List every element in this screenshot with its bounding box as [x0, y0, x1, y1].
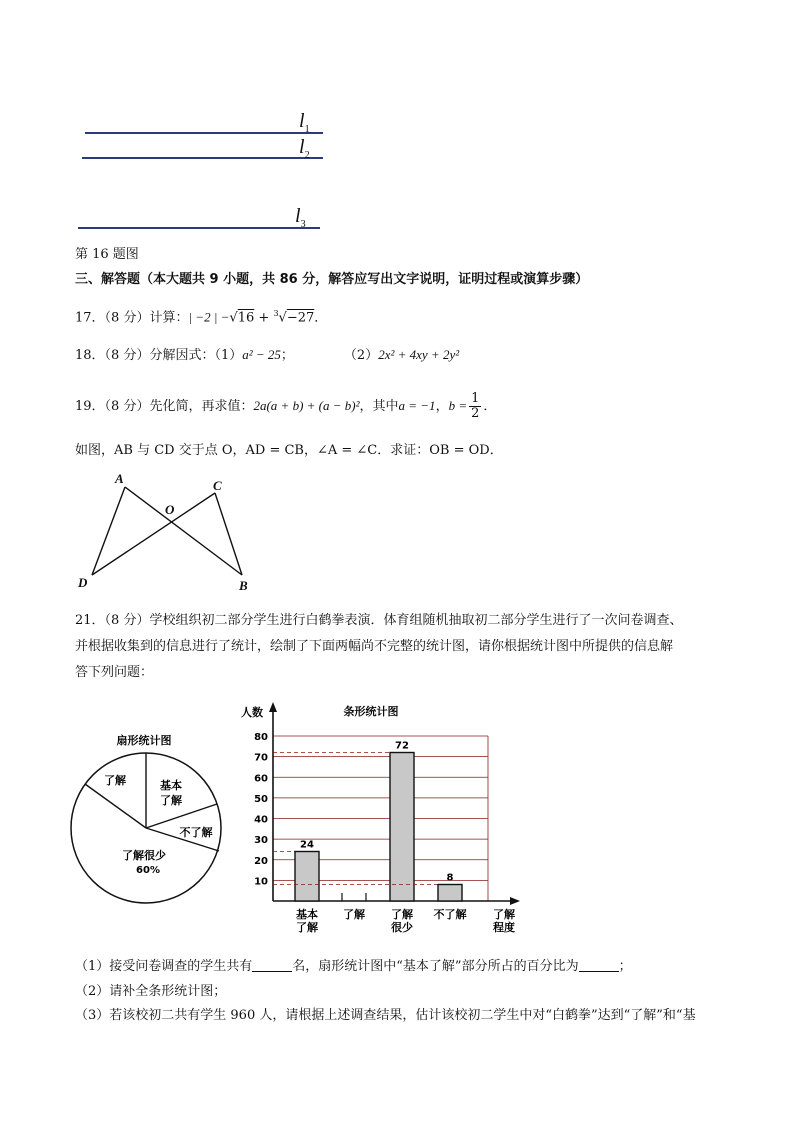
- x-tick-label: 了解: [343, 908, 365, 921]
- bar: [295, 852, 319, 902]
- question-21-part-3: （3）若该校初二共有学生 960 人，请根据上述调查结果，估计该校初二学生中对“白鹤拳”达到“了解”和“基: [75, 1008, 696, 1023]
- chart-title: 条形统计图: [343, 705, 399, 718]
- segment-CD: [92, 493, 215, 575]
- y-tick-label: 80: [254, 732, 268, 743]
- y-tick-label: 50: [254, 793, 268, 805]
- pie-chart: [68, 728, 228, 928]
- x-tick-label: 了解: [391, 908, 413, 921]
- segment-AD: [92, 487, 125, 575]
- point-label-A: A: [115, 471, 124, 486]
- answer-blank-percent[interactable]: [579, 959, 619, 972]
- label-l3: $l_3$: [295, 205, 306, 230]
- question-21: [75, 608, 725, 686]
- answer-blank-total[interactable]: [252, 959, 292, 972]
- bar-value-label: 72: [395, 740, 409, 752]
- x-tick-label: 了解: [296, 921, 318, 934]
- bar-chart: [228, 696, 538, 944]
- pie-label-jiben-2: 了解: [160, 794, 182, 807]
- pie-label-jiben-1: 基本: [160, 779, 182, 792]
- segment-CB: [215, 493, 242, 575]
- y-axis-title: 人数: [241, 706, 263, 719]
- y-axis-arrow: [269, 702, 277, 712]
- y-tick-label: 20: [254, 855, 268, 867]
- question-20: 如图，AB 与 CD 交于点 O，AD = CB，∠A = ∠C．求证：OB = OD．: [75, 443, 503, 458]
- point-label-C: C: [213, 478, 222, 493]
- question-18: 18．（8 分）分解因式：（1）a² − 25； （2）2x² + 4xy + 2y²: [75, 347, 460, 363]
- point-label-B: B: [239, 578, 248, 593]
- x-axis-title: 程度: [493, 921, 515, 934]
- section-title: 三、解答题（本大题共 9 小题，共 86 分，解答应写出文字说明，证明过程或演算步骤）: [75, 272, 589, 287]
- pie-label-hen-2: 60%: [136, 865, 160, 876]
- point-label-O: O: [165, 502, 175, 517]
- x-tick-label: 不了解: [433, 908, 467, 921]
- bar-value-label: 24: [300, 839, 314, 851]
- y-tick-label: 60: [254, 773, 268, 785]
- pie-title: 扇形统计图: [116, 734, 172, 747]
- y-tick-label: 40: [254, 814, 268, 826]
- x-axis-arrow: [510, 897, 520, 905]
- question-17: 17．（8 分）计算：| −2 | −√16 + $^3$√−27．: [75, 309, 328, 326]
- question-21-line: 答下列问题：: [75, 665, 154, 680]
- pie-label-liaojie: 了解: [104, 774, 126, 787]
- y-tick-label: 30: [254, 835, 268, 847]
- question-21-part-1: （1）接受问卷调查的学生共有 名，扇形统计图中“基本了解”部分所占的百分比为 ；: [75, 959, 632, 974]
- question-21-line: 21．（8 分）学校组织初二部分学生进行白鹤拳表演．体育组随机抽取初二部分学生进行了一次问卷调查、: [75, 613, 683, 628]
- question-19: 19．（8 分）先化简，再求值：2a(a + b) + (a − b)²，其中a = −1，b = $\frac{1}{2}$ ．: [75, 391, 497, 421]
- bar: [390, 753, 414, 902]
- x-axis-title: 了解: [493, 908, 515, 921]
- pie-label-hen-1: 了解很少: [122, 849, 166, 862]
- y-tick-label: 70: [254, 752, 268, 764]
- y-tick-label: 10: [254, 876, 268, 888]
- label-l1: $l_1$: [299, 110, 310, 135]
- point-label-D: D: [78, 575, 88, 590]
- x-tick-label: 基本: [296, 908, 318, 921]
- question-21-part-2: （2）请补全条形统计图；: [75, 984, 227, 999]
- bar-value-label: 8: [446, 872, 454, 884]
- pie-label-bu: 不了解: [179, 826, 213, 839]
- x-tick-label: 很少: [391, 921, 413, 934]
- label-l2: $l_2$: [299, 136, 310, 161]
- segment-AB: [125, 487, 242, 575]
- question-21-line: 并根据收集到的信息进行了统计，绘制了下面两幅尚不完整的统计图，请你根据统计图中所提供的信息解: [75, 639, 674, 654]
- bar: [438, 885, 462, 902]
- figure-16-caption: 第 16 题图: [75, 247, 139, 262]
